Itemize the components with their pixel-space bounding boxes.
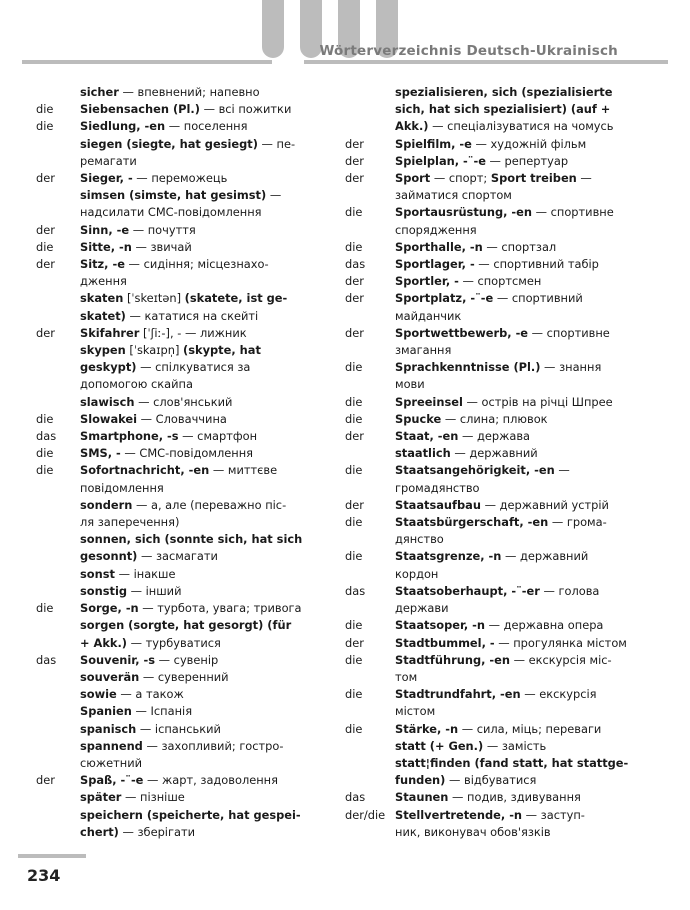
dictionary-entry [30,669,332,686]
entry-translation: — пізніше [121,790,185,805]
dictionary-entry [345,445,645,462]
entry-translation: надсилати СМС-повідомлення [80,205,262,220]
header-rule-left [22,60,272,64]
dictionary-entry [30,772,332,789]
entry-headword: Slowakei [80,411,138,426]
dictionary-entry [30,394,332,411]
entry-translation: [ˈʃiː-], - — лижник [139,325,247,340]
footer-rule [18,854,86,858]
dictionary-column-right [345,84,645,841]
entry-translation: — заступ- [522,807,585,822]
entry-translation: — художній фільм [471,136,587,151]
entry-article: die [345,360,363,375]
entry-translation: — спорт; [430,171,491,186]
entry-translation: — сидіння; місцезнахо- [124,257,269,272]
entry-headword: Spielplan, -¨-e [395,153,486,168]
entry-translation: займатися спортом [395,188,512,203]
entry-headword: chert) [80,824,119,839]
dictionary-entry [30,445,332,462]
entry-article: die [345,394,363,409]
entry-headword: sonstig [80,583,127,598]
dictionary-entry [30,617,332,651]
dictionary-entry [30,462,332,496]
entry-headword: (skypte, hat [183,343,261,358]
dictionary-entry [30,84,332,101]
entry-translation: — турбота, увага; тривога [138,601,302,616]
dictionary-entry [30,101,332,118]
entry-headword: skatet) [80,308,126,323]
entry-translation: [ˈskeɪtən] [123,291,185,306]
entry-article: der [345,153,364,168]
entry-headword: sich, hat sich spezialisiert) (auf + [395,102,611,117]
entry-headword: + Akk.) [80,635,128,650]
dictionary-entry [345,325,645,359]
entry-headword: geskypt) [80,360,137,375]
entry-headword: Staatsangehörigkeit, -en [395,463,555,478]
entry-headword: sonst [80,566,115,581]
dictionary-entry [30,531,332,565]
entry-headword: SMS, - [80,446,121,461]
entry-headword: Staatsaufbau [395,497,481,512]
entry-translation: — кататися на скейті [125,308,259,323]
dictionary-entry [345,755,645,789]
entry-headword: sorgen (sorgte, hat gesorgt) (für [80,618,292,633]
entry-translation: громадянство [395,480,480,495]
entry-translation: ремагати [80,153,137,168]
entry-translation: — державний устрій [480,497,609,512]
entry-headword: sonnen, sich (sonnte sich, hat sich [80,532,303,547]
dictionary-entry [30,738,332,772]
entry-headword: Spaß, -¨-e [80,773,144,788]
dictionary-entry [345,394,645,411]
entry-headword: Staatsbürgerschaft, -en [395,515,549,530]
entry-headword: Sportlager, - [395,257,475,272]
entry-headword: skypen [80,343,126,358]
entry-translation: — суверенний [139,669,229,684]
entry-headword: statt¦finden (fand statt, hat stattge- [395,755,629,770]
entry-article: der [36,222,55,237]
dictionary-entry [30,256,332,290]
entry-translation: дянство [395,532,444,547]
dictionary-entry [345,84,645,136]
dictionary-entry [30,118,332,135]
entry-translation: — зберігати [118,824,195,839]
entry-headword: Siedlung, -en [80,119,166,134]
entry-article: der [345,274,364,289]
entry-translation: змагання [395,343,452,358]
entry-article: die [345,652,363,667]
entry-translation: — Словаччина [137,411,227,426]
entry-translation: — подив, здивування [448,790,581,805]
entry-headword: Stadtführung, -en [395,652,510,667]
entry-headword: spannend [80,738,143,753]
entry-translation: — державний [450,446,538,461]
entry-headword: Spucke [395,411,442,426]
dictionary-entry [30,652,332,669]
entry-translation: дження [80,274,127,289]
entry-article: der [345,291,364,306]
entry-article: der [345,635,364,650]
entry-translation: кордон [395,566,439,581]
entry-headword: slawisch [80,394,135,409]
entry-headword: Spanien [80,704,132,719]
entry-headword: (skatete, ist ge- [184,291,288,306]
entry-headword: Sport [395,171,431,186]
dictionary-entry [345,411,645,428]
entry-headword: Stadtbummel, - [395,635,495,650]
entry-article: das [345,583,366,598]
entry-translation: — голова [539,583,600,598]
entry-headword: simsen (simste, hat gesimst) [80,188,267,203]
page-header-title: Wörterverzeichnis Deutsch-Ukrainisch [319,43,618,59]
dictionary-entry [345,789,645,806]
entry-headword: siegen (siegte, hat gesiegt) [80,136,258,151]
entry-translation: — спортивний [493,291,583,306]
entry-translation: — жарт, задоволення [143,773,278,788]
entry-article: der [345,171,364,186]
entry-translation: — спілкуватися за [136,360,251,375]
entry-headword: skaten [80,291,124,306]
entry-headword: Siebensachen (Pl.) [80,102,200,117]
entry-headword: Stärke, -n [395,721,459,736]
entry-headword: Souvenir, -s [80,652,156,667]
entry-headword: Spreeinsel [395,394,463,409]
entry-translation: — СМС-повідомлення [120,446,254,461]
entry-headword: Staunen [395,790,449,805]
entry-translation: держави [395,601,449,616]
entry-article: die [345,618,363,633]
entry-headword: Stadtrundfahrt, -en [395,687,521,702]
entry-translation: — сила, міць; переваги [458,721,602,736]
entry-translation: — звичай [131,239,192,254]
entry-headword: Spielfilm, -e [395,136,472,151]
entry-article: der/die [345,807,386,822]
dictionary-entry [345,290,645,324]
entry-article: die [345,239,363,254]
entry-headword: Staatsoberhaupt, -¨-er [395,583,540,598]
entry-article: das [36,652,57,667]
entry-translation: — переможець [132,171,228,186]
entry-translation: [ˈskaɪpn̩] [125,343,184,358]
entry-translation: — пе- [257,136,296,151]
entry-translation: том [395,669,418,684]
entry-translation: містом [395,704,436,719]
entry-translation: — спортсмен [458,274,542,289]
entry-translation: — всі пожитки [199,102,292,117]
entry-translation: — миттєве [209,463,278,478]
dictionary-entry [345,170,645,204]
entry-translation: — спортзал [482,239,557,254]
entry-translation: — замість [483,738,547,753]
entry-translation: — сувенір [155,652,219,667]
entry-article: die [36,446,54,461]
entry-headword: Staat, -en [395,429,459,444]
entry-article: der [345,136,364,151]
entry-translation: спорядження [395,222,477,237]
entry-translation: — грома- [548,515,607,530]
entry-translation: — інший [127,583,182,598]
entry-article: die [345,687,363,702]
entry-translation: — іспанський [136,721,221,736]
entry-headword: Skifahrer [80,325,140,340]
entry-headword: Sportwettbewerb, -e [395,325,529,340]
entry-article: die [345,721,363,736]
entry-translation: мови [395,377,425,392]
entry-translation: — екскурсія міс- [509,652,612,667]
dictionary-entry [345,686,645,720]
dictionary-entry [30,222,332,239]
dictionary-entry [345,635,645,652]
dictionary-entry [345,548,645,582]
entry-headword: funden) [395,773,446,788]
entry-translation: — турбуватися [127,635,221,650]
entry-article: die [36,102,54,117]
entry-headword: Sport treiben [490,171,577,186]
dictionary-entry [30,136,332,170]
dictionary-entry [30,187,332,221]
entry-translation: — екскурсія [520,687,597,702]
dictionary-entry [30,325,332,342]
entry-translation: — слов'янський [134,394,233,409]
entry-translation: — знання [540,360,602,375]
entry-headword: Sofortnachricht, -en [80,463,210,478]
entry-translation: — [554,463,570,478]
entry-translation: — [266,188,282,203]
entry-translation: — державний [501,549,589,564]
entry-translation: — [576,171,592,186]
entry-headword: speichern (speicherte, hat gespei- [80,807,301,822]
entry-article: das [345,257,366,272]
entry-article: die [345,463,363,478]
dictionary-entry [30,600,332,617]
dictionary-column-left [30,84,332,841]
entry-translation: — впевнений; напевно [118,85,260,99]
entry-article: die [36,119,54,134]
entry-headword: souverän [80,669,140,684]
dictionary-entry [30,170,332,187]
entry-headword: Staatsgrenze, -n [395,549,502,564]
entry-headword: statt (+ Gen.) [395,738,484,753]
dictionary-entry [30,703,332,720]
entry-translation: — спеціалізуватися на чомусь [428,119,614,134]
entry-headword: spezialisieren, sich (spezialisierte [395,85,613,99]
dictionary-entry [345,256,645,273]
dictionary-entry [345,652,645,686]
dictionary-entry [30,566,332,583]
entry-translation: — а також [116,687,184,702]
entry-translation: — репертуар [485,153,569,168]
entry-article: die [36,601,54,616]
dictionary-entry [345,497,645,514]
entry-translation: — слина; плювок [441,411,548,426]
dictionary-entry [345,204,645,238]
entry-article: die [345,205,363,220]
entry-article: der [36,171,55,186]
entry-article: der [36,325,55,340]
dictionary-entry [345,583,645,617]
dictionary-entry [345,136,645,153]
entry-translation: — почуття [129,222,196,237]
entry-headword: spanisch [80,721,137,736]
entry-headword: Sorge, -n [80,601,139,616]
dictionary-entry [30,807,332,841]
dictionary-entry [345,462,645,496]
entry-headword: sicher [80,85,119,99]
header-rule-right [304,60,668,64]
entry-article: die [345,515,363,530]
entry-article: das [36,429,57,444]
dictionary-entry [345,617,645,634]
entry-article: die [36,239,54,254]
entry-translation: — спортивне [528,325,610,340]
entry-headword: sondern [80,497,133,512]
entry-translation: — прогулянка містом [494,635,627,650]
dictionary-entry [345,153,645,170]
entry-article: der [345,497,364,512]
entry-translation: — поселення [165,119,248,134]
entry-headword: später [80,790,122,805]
dictionary-entry [30,428,332,445]
dictionary-entry [30,721,332,738]
entry-headword: Sportausrüstung, -en [395,205,532,220]
entry-headword: Akk.) [395,119,429,134]
dictionary-entry [345,721,645,738]
entry-translation: — захопливий; гостро- [142,738,284,753]
entry-article: die [36,411,54,426]
entry-headword: Sportler, - [395,274,459,289]
entry-headword: gesonnt) [80,549,138,564]
entry-article: die [36,463,54,478]
entry-translation: ля заперечення) [80,515,180,530]
entry-article: der [345,325,364,340]
dictionary-entry [30,411,332,428]
entry-article: der [36,257,55,272]
entry-article: die [345,549,363,564]
dictionary-entry [345,273,645,290]
entry-translation: — держава [458,429,531,444]
entry-headword: sowie [80,687,117,702]
dictionary-entry [345,428,645,445]
dictionary-entry [30,342,332,394]
entry-headword: Sprachkenntnisse (Pl.) [395,360,541,375]
dictionary-entry [30,789,332,806]
entry-headword: Smartphone, -s [80,429,179,444]
entry-translation: допомогою скайпа [80,377,193,392]
entry-headword: Sportplatz, -¨-e [395,291,494,306]
dictionary-entry [345,738,645,755]
entry-headword: Sitz, -e [80,257,125,272]
entry-headword: staatlich [395,446,451,461]
entry-translation: — спортивне [532,205,614,220]
entry-article: der [36,773,55,788]
dictionary-entry [345,514,645,548]
dictionary-entry [345,239,645,256]
entry-article: die [345,411,363,426]
dictionary-entry [30,497,332,531]
entry-translation: — спортивний табір [474,257,599,272]
entry-translation: сюжетний [80,755,143,770]
entry-translation: — а, але (переважно піс- [132,497,287,512]
entry-article: das [345,790,366,805]
entry-translation: — Іспанія [131,704,193,719]
dictionary-entry [30,583,332,600]
dictionary-entry [30,239,332,256]
entry-headword: Sporthalle, -n [395,239,483,254]
entry-translation: майданчик [395,308,462,323]
entry-translation: — засмагати [137,549,218,564]
entry-headword: Sieger, - [80,171,133,186]
entry-translation: — острів на річці Шпрее [462,394,613,409]
entry-translation: — державна опера [485,618,604,633]
dictionary-entry [30,290,332,324]
entry-headword: Stellvertretende, -n [395,807,523,822]
entry-translation: повідомлення [80,480,164,495]
page-number: 234 [27,866,61,885]
entry-translation: — смартфон [178,429,258,444]
dictionary-entry [345,359,645,393]
entry-translation: — інакше [114,566,176,581]
entry-headword: Sitte, -n [80,239,132,254]
entry-translation: — відбуватися [445,773,537,788]
entry-headword: Sinn, -e [80,222,130,237]
entry-headword: Staatsoper, -n [395,618,486,633]
dictionary-entry [30,686,332,703]
entry-article: der [345,429,364,444]
entry-translation: ник, виконувач обов'язків [395,824,551,839]
dictionary-entry [345,807,645,841]
